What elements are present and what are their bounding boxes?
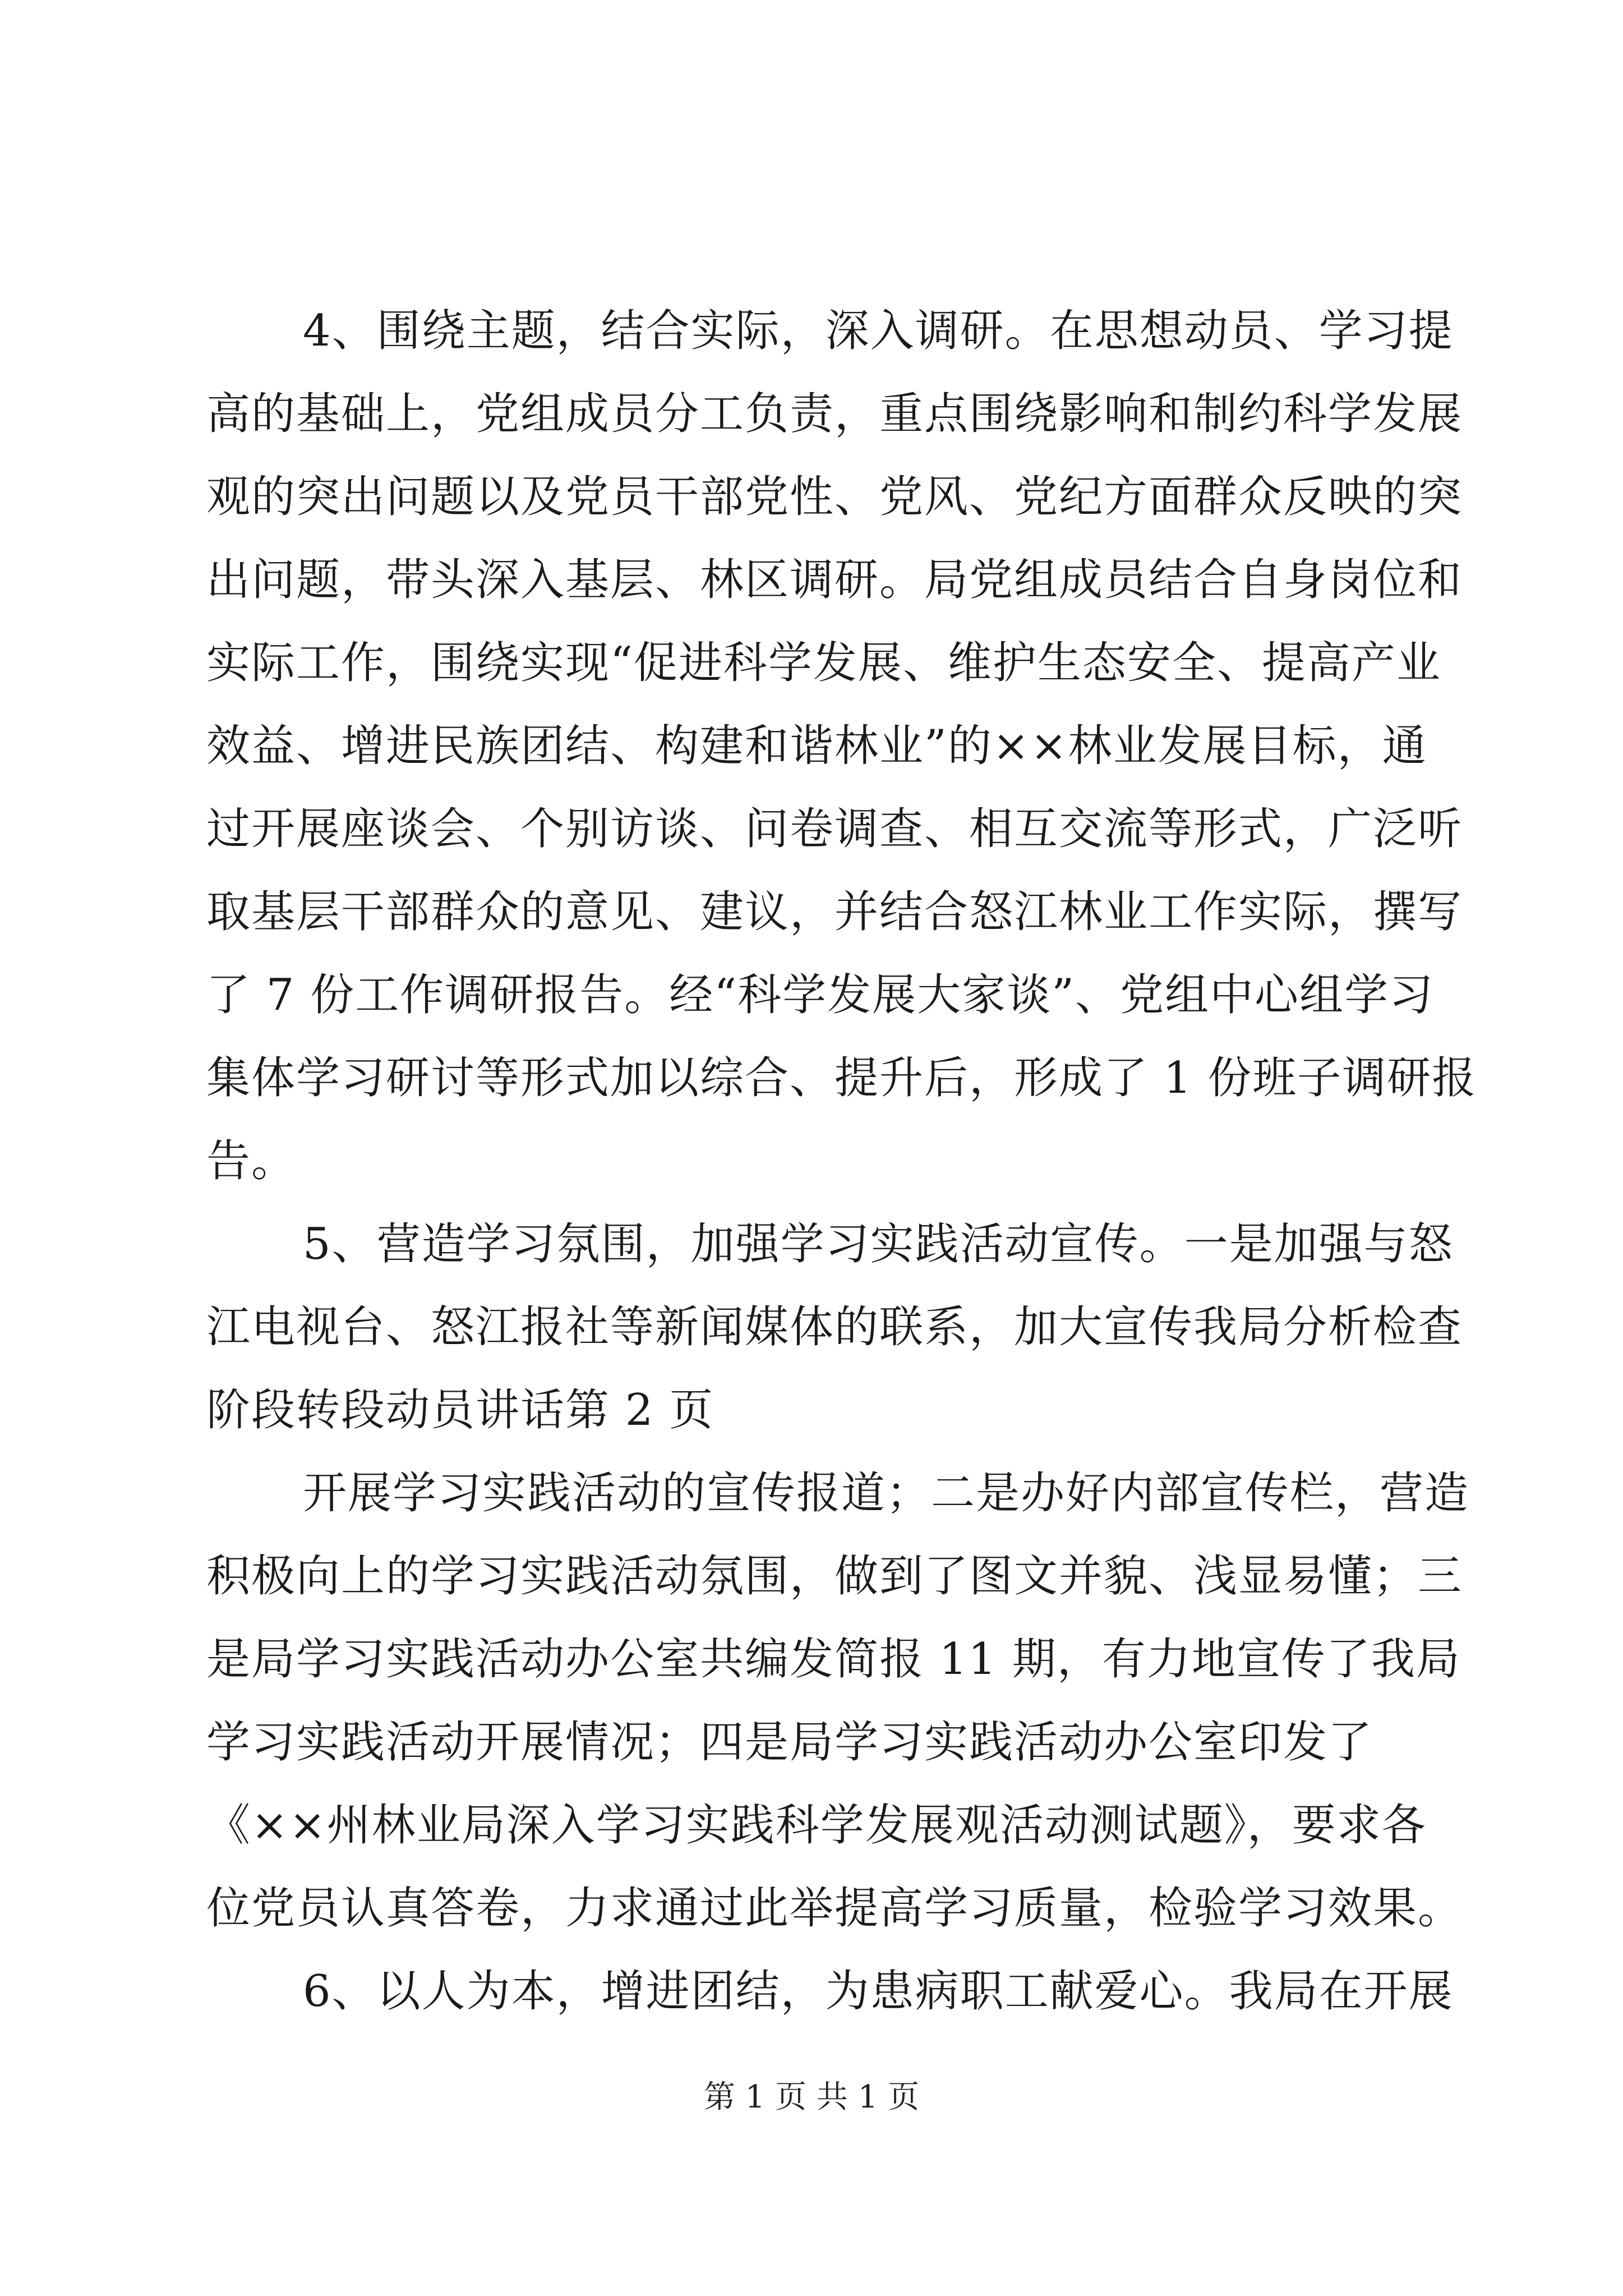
- paragraph-5b-line-5: 《××州林业局深入学习实践科学发展观活动测试题》，要求各: [206, 1800, 1427, 1851]
- paragraph-4-line-8: 取基层干部群众的意见、建议，并结合怒江林业工作实际，撰写: [206, 887, 1463, 937]
- paragraph-4-line-3: 观的突出问题以及党员干部党性、党风、党纪方面群众反映的突: [206, 472, 1463, 522]
- paragraph-4-line-1: 4、围绕主题，结合实际，深入调研。在思想动员、学习提: [303, 306, 1454, 356]
- paragraph-4-line-7: 过开展座谈会、个别访谈、问卷调查、相互交流等形式，广泛听: [206, 804, 1463, 854]
- paragraph-5-line-2: 江电视台、怒江报社等新闻媒体的联系，加大宣传我局分析检查: [206, 1302, 1463, 1352]
- paragraph-5b-line-4: 学习实践活动开展情况；四是局学习实践活动办公室印发了: [206, 1717, 1373, 1768]
- paragraph-5b-line-3: 是局学习实践活动办公室共编发简报 11 期，有力地宣传了我局: [206, 1634, 1461, 1685]
- paragraph-4-line-4: 出问题，带头深入基层、林区调研。局党组成员结合自身岗位和: [206, 555, 1463, 605]
- paragraph-6-line-1: 6、以人为本，增进团结，为患病职工献爱心。我局在开展: [303, 1966, 1454, 2017]
- paragraph-5-line-3: 阶段转段动员讲话第 2 页: [206, 1385, 714, 1435]
- paragraph-4-line-6: 效益、增进民族团结、构建和谐林业”的××林业发展目标，通: [206, 721, 1427, 771]
- paragraph-4-line-11: 告。: [206, 1136, 297, 1186]
- paragraph-4-line-5: 实际工作，围绕实现“促进科学发展、维护生态安全、提高产业: [206, 638, 1441, 688]
- paragraph-5b-line-2: 积极向上的学习实践活动氛围，做到了图文并貌、浅显易懂；三: [206, 1551, 1463, 1602]
- paragraph-4-line-9: 了 7 份工作调研报告。经“科学发展大家谈”、党组中心组学习: [206, 970, 1434, 1020]
- page-footer: 第 1 页 共 1 页: [703, 2079, 920, 2115]
- paragraph-5b-line-1: 开展学习实践活动的宣传报道；二是办好内部宣传栏，营造: [303, 1468, 1470, 1519]
- paragraph-5-line-1: 5、营造学习氛围，加强学习实践活动宣传。一是加强与怒: [303, 1219, 1454, 1269]
- paragraph-4-line-10: 集体学习研讨等形式加以综合、提升后，形成了 1 份班子调研报: [206, 1053, 1477, 1103]
- paragraph-4-line-2: 高的基础上，党组成员分工负责，重点围绕影响和制约科学发展: [206, 389, 1463, 439]
- paragraph-5b-line-6: 位党员认真答卷，力求通过此举提高学习质量，检验学习效果。: [206, 1883, 1463, 1934]
